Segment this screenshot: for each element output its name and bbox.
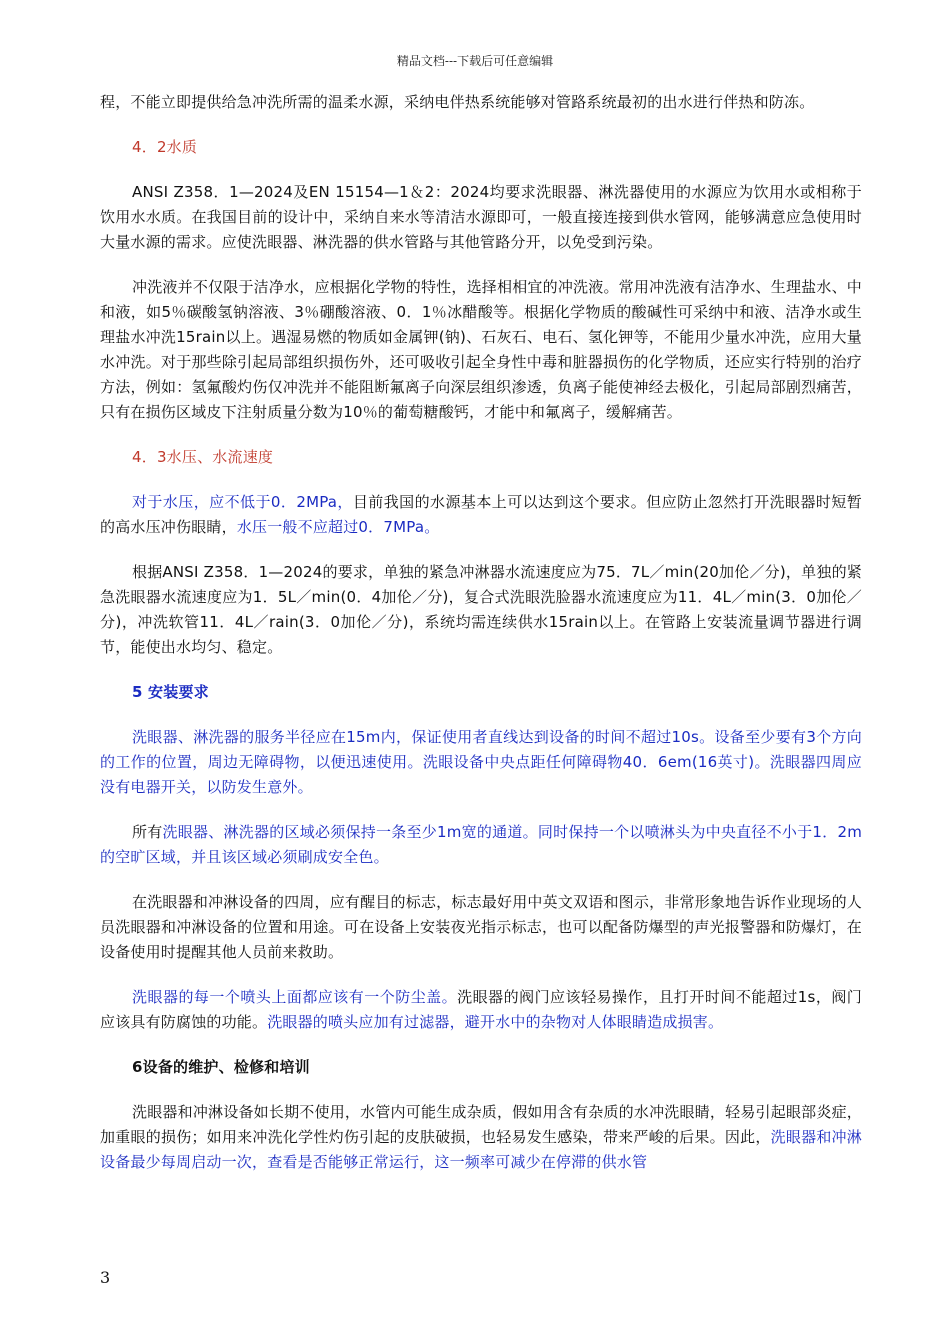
paragraph-passage-area	[100, 820, 862, 870]
paragraph-maintenance	[100, 1100, 862, 1175]
section-heading-6: 6设备的维护、检修和培训	[132, 1058, 310, 1076]
section-heading-5: 5 安装要求	[132, 683, 209, 701]
paragraph-nozzle-valve	[100, 985, 862, 1035]
paragraph-water-quality-standard: ANSI Z358．1—2024及EN 15154—1＆2：2024均要求洗眼器、淋洗器使用的水源应为饮用水或相称于饮用水水质。在我国目前的设计中，采纳自来水等清洁水源即可，一般直接连接到供水管网，能够满意应急使用时大量水源的需求。应使洗眼器、淋洗器的供水管路与其他管路分开，以免受到污染。	[100, 183, 862, 251]
highlight-weekly-check: 洗眼器和冲淋设备最少每周启动一次，查看是否能够正常运行，这一频率可减少在停滞的供水管	[100, 1128, 862, 1171]
paragraph-signage: 在洗眼器和冲淋设备的四周，应有醒目的标志，标志最好用中英文双语和图示，非常形象地告诉作业现场的人员洗眼器和冲淋设备的位置和用途。可在设备上安装夜光指示标志，也可以配备防爆型的声光报警器和防爆灯，在设备使用时提醒其他人员前来救助。	[100, 893, 862, 961]
highlight-max-pressure: 水压一般不应超过0．7MPa。	[236, 518, 440, 536]
text-valve: 洗眼器的阀门应该轻易操作，且打开时间不能超过1s，阀门应该具有防腐蚀的功能。	[100, 988, 862, 1031]
paragraph-continuation: 程，不能立即提供给急冲洗所需的温柔水源，采纳电伴热系统能够对管路系统最初的出水进行伴热和防冻。	[100, 93, 815, 111]
highlight-min-pressure: 对于水压，应不低于0．2MPa，	[132, 493, 353, 511]
page-header: 精品文档---下载后可任意编辑	[396, 54, 554, 68]
paragraph-service-radius: 洗眼器、淋洗器的服务半径应在15m内，保证使用者直线达到设备的时间不超过10s。设备至少要有3个方向的工作的位置，周边无障碍物，以便迅速使用。洗眼设备中央点距任何障碍物40．6em(16英寸)。洗眼器四周应没有电器开关，以防发生意外。	[100, 728, 862, 796]
paragraph-water-pressure	[100, 490, 862, 540]
text-pressure-middle: 目前我国的水源基本上可以达到这个要求。但应防止忽然打开洗眼器时短暂的高水压冲伤眼睛，	[100, 493, 862, 536]
highlight-passage: 洗眼器、淋洗器的区域必须保持一条至少1m宽的通道。同时保持一个以喷淋头为中央直径不小于1．2m的空旷区域，并且该区域必须刷成安全色。	[100, 823, 863, 866]
highlight-filter: 洗眼器的喷头应加有过滤器，避开水中的杂物对人体眼睛造成损害。	[267, 1013, 724, 1031]
paragraph-flow-rate: 根据ANSI Z358．1—2024的要求，单独的紧急冲淋器水流速度应为75．7L／min(20加伦／分)，单独的紧急洗眼器水流速度应为1．5L／min(0．4加伦／分)，复合式洗眼洗脸器水流速度应为11．4L／min(3．0加伦／分)，冲洗软管11．4L／rain(3．0加伦／分)，系统均需连续供水15rain以上。在管路上安装流量调节器进行调节，能使出水均匀、稳定。	[100, 563, 862, 656]
document-body	[100, 90, 862, 1175]
page-number: 3	[100, 1268, 111, 1287]
section-heading-4-2: 4．2水质	[132, 138, 198, 156]
paragraph-rinse-liquid: 冲洗液并不仅限于洁净水，应根据化学物的特性，选择相相宜的冲洗液。常用冲洗液有洁净水、生理盐水、中和液，如5％碳酸氢钠溶液、3％硼酸溶液、0．1％冰醋酸等。根据化学物质的酸碱性可采纳中和液、洁净水或生理盐水冲洗15rain以上。遇湿易燃的物质如金属钾(钠)、石灰石、电石、氢化钾等，不能用少量水冲洗，应用大量水冲洗。对于那些除引起局部组织损伤外，还可吸收引起全身性中毒和脏器损伤的化学物质，还应实行特别的治疗方法，例如：氢氟酸灼伤仅冲洗并不能阻断氟离子向深层组织渗透，负离子能使神经去极化，引起局部剧烈痛苦，只有在损伤区域皮下注射质量分数为10％的葡萄糖酸钙，才能中和氟离子，缓解痛苦。	[100, 278, 862, 421]
text-maintenance: 洗眼器和冲淋设备如长期不使用，水管内可能生成杂质，假如用含有杂质的水冲洗眼睛，轻易引起眼部炎症，加重眼的损伤；如用来冲洗化学性灼伤引起的皮肤破损，也轻易发生感染，带来严峻的后果。因此，	[100, 1103, 862, 1146]
highlight-dust-cover: 洗眼器的每一个喷头上面都应该有一个防尘盖。	[132, 988, 458, 1006]
section-heading-4-3: 4．3水压、水流速度	[132, 448, 274, 466]
text-all: 所有	[132, 823, 163, 841]
